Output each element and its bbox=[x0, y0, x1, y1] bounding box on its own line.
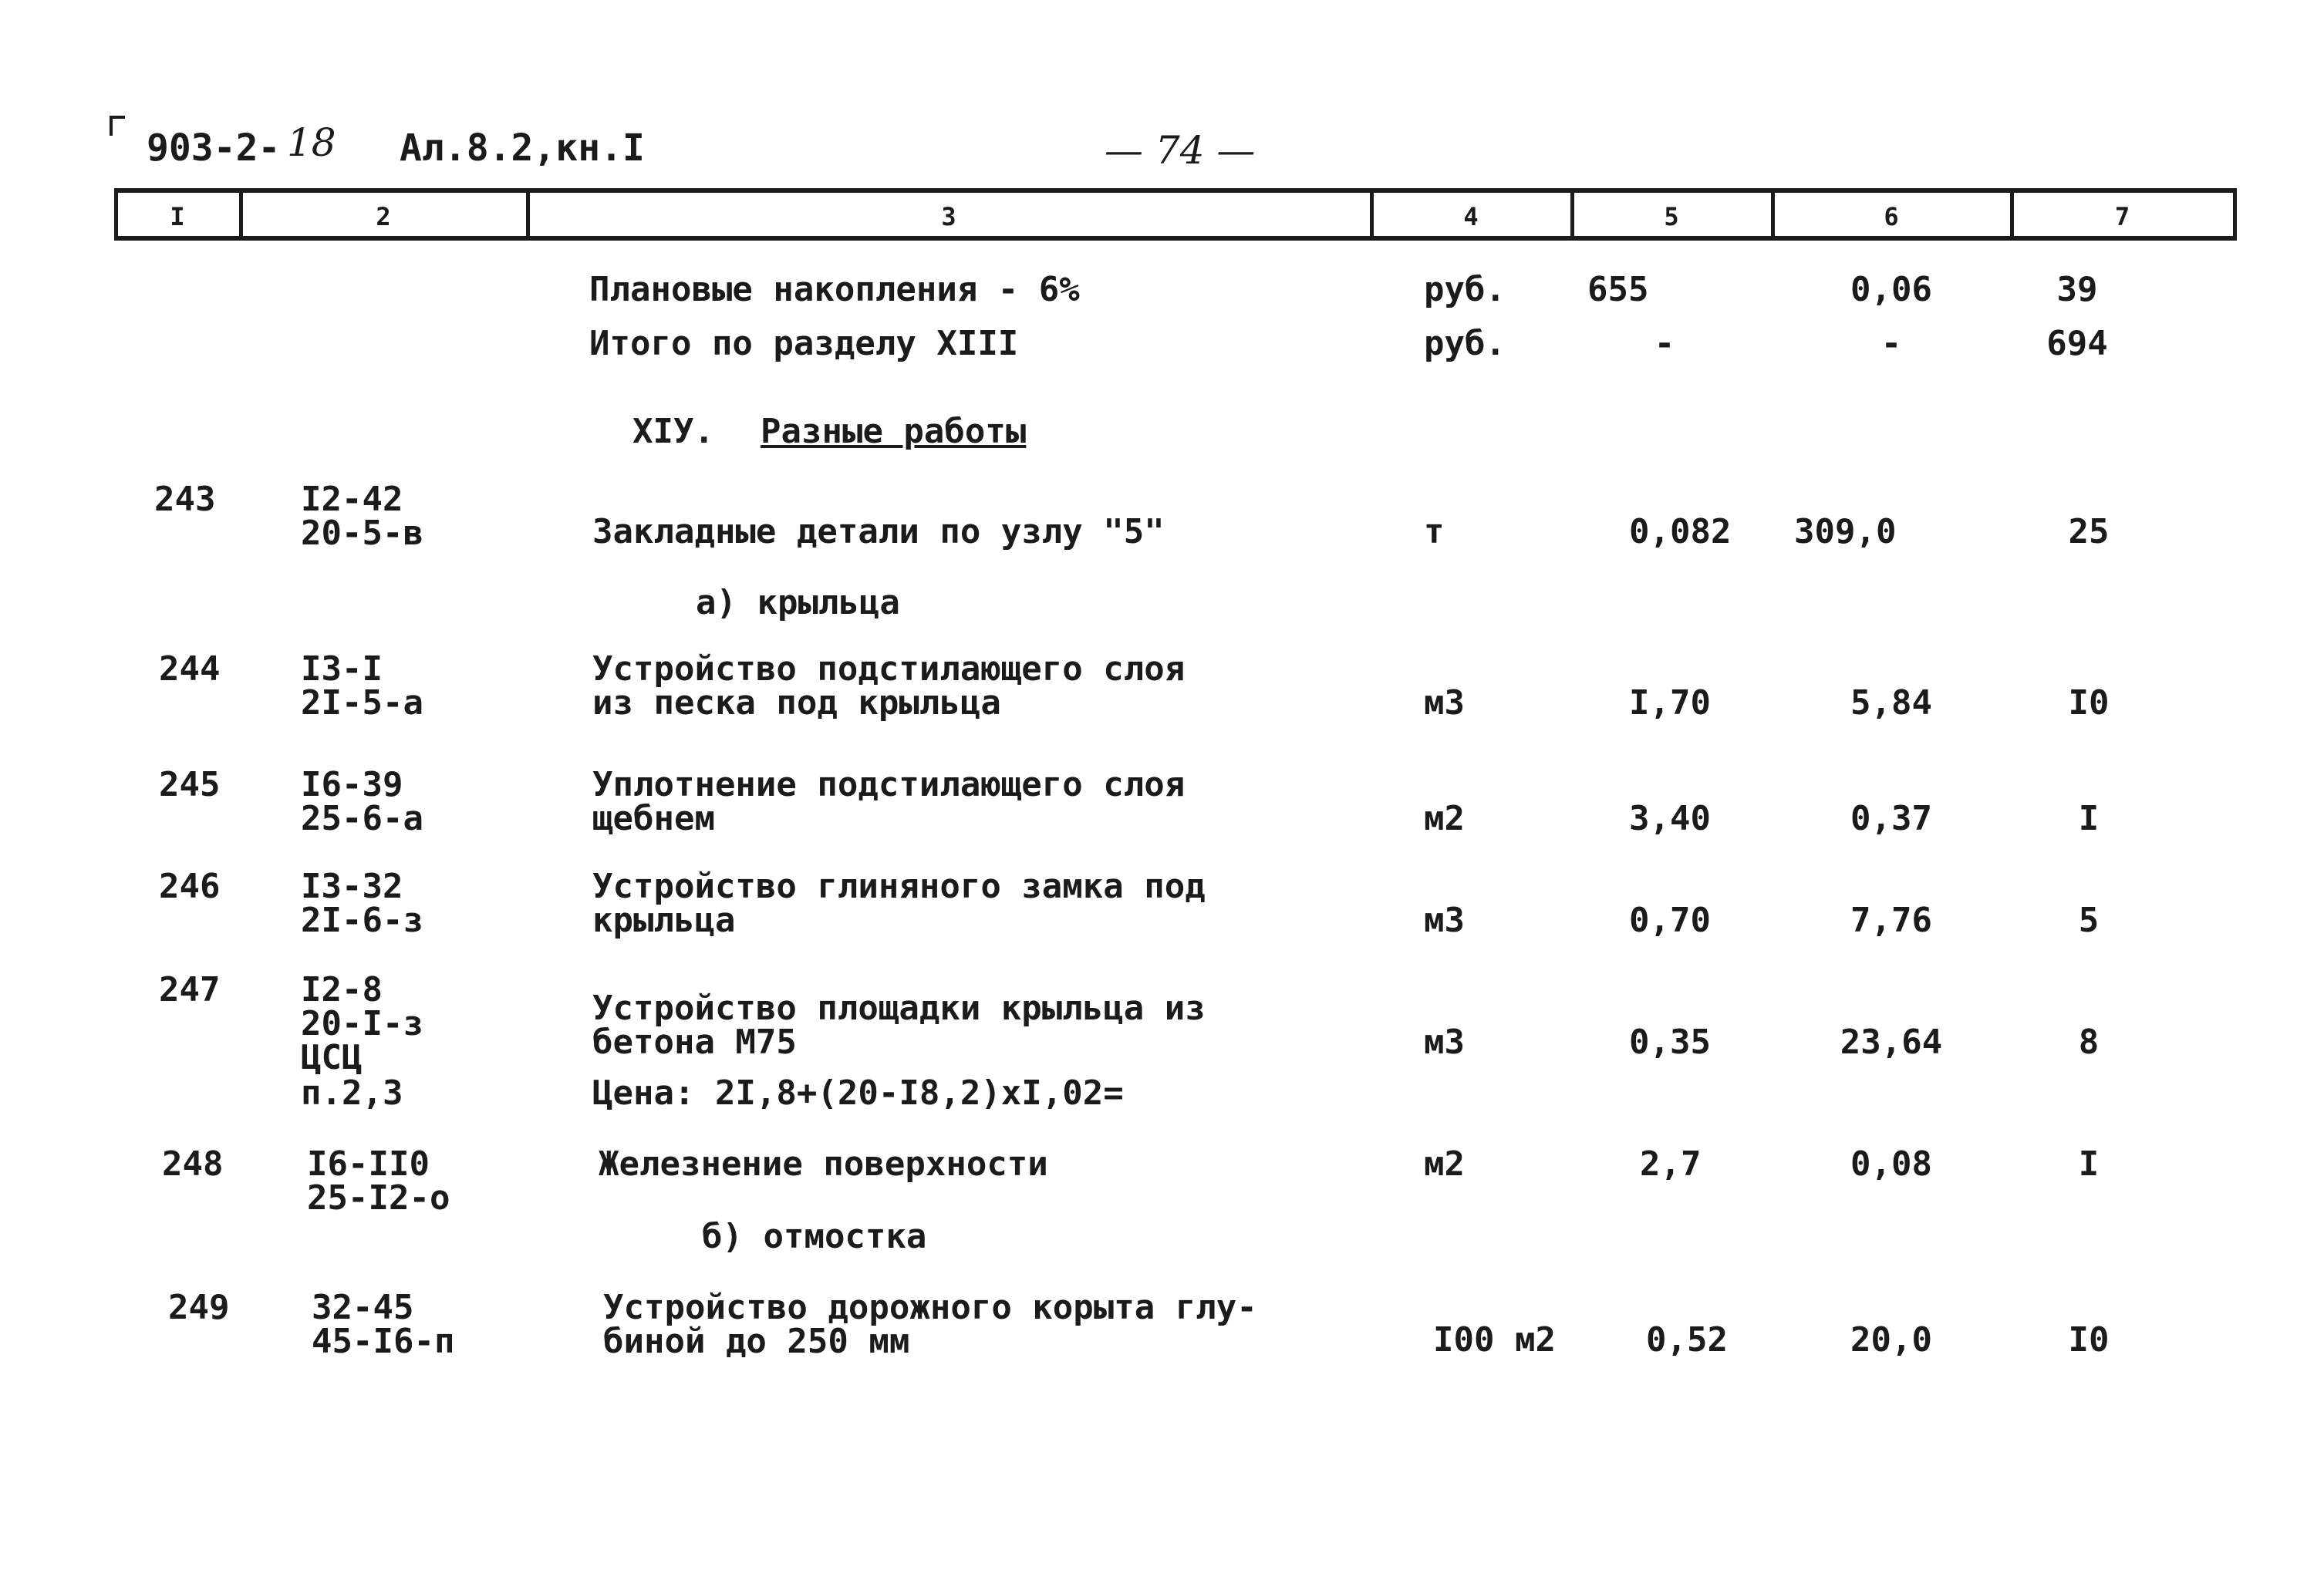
subsection-heading: б) отмостка bbox=[702, 1217, 927, 1256]
row-quantity: I,70 bbox=[1629, 683, 1711, 723]
row-code-line: 2I-6-з bbox=[301, 901, 423, 940]
row-total: I0 bbox=[2068, 1320, 2110, 1360]
row-unit: м2 bbox=[1424, 1144, 1465, 1184]
column-number-6: 6 bbox=[1884, 202, 1899, 231]
row-code-line: 20-I-з bbox=[301, 1004, 423, 1043]
row-quantity: 0,52 bbox=[1646, 1320, 1728, 1360]
summary-text: Плановые накопления - 6% bbox=[589, 270, 1080, 309]
row-total: I bbox=[2078, 799, 2100, 838]
row-unit: м2 bbox=[1424, 799, 1465, 838]
row-price: 23,64 bbox=[1840, 1023, 1943, 1062]
row-description: Устройство площадки крыльца из bbox=[592, 989, 1206, 1028]
album-ref: Ал.8.2,кн.I bbox=[400, 126, 645, 170]
section-title: Разные работы bbox=[761, 412, 1027, 451]
row-code-line: п.2,3 bbox=[301, 1073, 403, 1113]
row-total: 8 bbox=[2078, 1023, 2100, 1062]
row-price: 5,84 bbox=[1850, 683, 1932, 723]
row-unit: т bbox=[1424, 512, 1445, 551]
row-code-line: I3-I bbox=[301, 649, 383, 689]
row-code-line: 25-6-а bbox=[301, 799, 423, 838]
row-unit: м3 bbox=[1424, 1023, 1465, 1062]
doc-prefix: 903-2- bbox=[147, 126, 281, 170]
row-number: 248 bbox=[162, 1144, 224, 1184]
row-price: 309,0 bbox=[1794, 512, 1897, 551]
row-description: Железнение поверхности bbox=[599, 1144, 1048, 1184]
row-price-note: Цена: 2I,8+(20-I8,2)хI,02= bbox=[592, 1073, 1124, 1113]
summary-unit: руб. bbox=[1424, 270, 1506, 309]
corner-mark bbox=[110, 116, 125, 136]
row-description: из песка под крыльца bbox=[592, 683, 1001, 723]
row-code-line: 20-5-в bbox=[301, 514, 423, 553]
row-description: Устройство подстилающего слоя bbox=[592, 649, 1186, 689]
row-description: Закладные детали по узлу "5" bbox=[592, 512, 1165, 551]
page-number: — 74 — bbox=[1105, 128, 1256, 173]
row-description: Уплотнение подстилающего слоя bbox=[592, 765, 1186, 804]
summary-unit: руб. bbox=[1424, 324, 1506, 363]
summary-price: - bbox=[1880, 324, 1902, 363]
row-number: 249 bbox=[168, 1288, 230, 1327]
row-code-line: I2-8 bbox=[301, 970, 383, 1009]
row-number: 243 bbox=[154, 480, 216, 519]
row-code-line: ЦСЦ bbox=[301, 1038, 363, 1077]
column-number-1: I bbox=[170, 202, 185, 231]
row-code-line: 32-45 bbox=[312, 1288, 414, 1327]
row-number: 244 bbox=[159, 649, 221, 689]
row-description: Устройство дорожного корыта глу- bbox=[603, 1288, 1257, 1327]
row-code-line: 25-I2-о bbox=[307, 1178, 450, 1218]
row-description: биной до 250 мм bbox=[603, 1322, 910, 1361]
column-number-3: 3 bbox=[941, 202, 956, 231]
row-number: 245 bbox=[159, 765, 221, 804]
row-number: 246 bbox=[159, 867, 221, 906]
row-price: 0,08 bbox=[1850, 1144, 1932, 1184]
summary-total: 39 bbox=[2056, 270, 2098, 309]
column-number-7: 7 bbox=[2114, 202, 2130, 231]
row-total: 5 bbox=[2078, 901, 2100, 940]
row-total: I bbox=[2078, 1144, 2100, 1184]
row-description: крыльца bbox=[592, 901, 736, 940]
row-unit: I00 м2 bbox=[1433, 1320, 1556, 1360]
row-description: бетона М75 bbox=[592, 1023, 797, 1062]
column-number-2: 2 bbox=[376, 202, 391, 231]
row-number: 247 bbox=[159, 970, 221, 1009]
summary-price: 0,06 bbox=[1850, 270, 1932, 309]
summary-text: Итого по разделу XIII bbox=[589, 324, 1019, 363]
column-number-5: 5 bbox=[1664, 202, 1679, 231]
row-total: 25 bbox=[2068, 512, 2110, 551]
row-description: Устройство глиняного замка под bbox=[592, 867, 1206, 906]
row-description: щебнем bbox=[592, 799, 715, 838]
row-price: 7,76 bbox=[1850, 901, 1932, 940]
row-unit: м3 bbox=[1424, 901, 1465, 940]
row-price: 20,0 bbox=[1850, 1320, 1932, 1360]
row-quantity: 2,7 bbox=[1640, 1144, 1702, 1184]
row-total: I0 bbox=[2068, 683, 2110, 723]
section-number: XIУ. bbox=[632, 412, 714, 451]
column-number-4: 4 bbox=[1463, 202, 1479, 231]
summary-qty: - bbox=[1654, 324, 1675, 363]
summary-qty: 655 bbox=[1587, 270, 1649, 309]
row-quantity: 0,70 bbox=[1629, 901, 1711, 940]
row-code-line: I2-42 bbox=[301, 480, 403, 519]
subsection-heading: а) крыльца bbox=[696, 583, 900, 622]
row-code-line: I6-II0 bbox=[307, 1144, 430, 1184]
row-quantity: 0,35 bbox=[1629, 1023, 1711, 1062]
doc-number: 18 bbox=[287, 120, 336, 165]
row-code-line: I6-39 bbox=[301, 765, 403, 804]
summary-total: 694 bbox=[2046, 324, 2108, 363]
row-quantity: 3,40 bbox=[1629, 799, 1711, 838]
row-price: 0,37 bbox=[1850, 799, 1932, 838]
row-unit: м3 bbox=[1424, 683, 1465, 723]
row-quantity: 0,082 bbox=[1629, 512, 1732, 551]
row-code-line: 2I-5-а bbox=[301, 683, 423, 723]
row-code-line: 45-I6-п bbox=[312, 1322, 455, 1361]
row-code-line: I3-32 bbox=[301, 867, 403, 906]
